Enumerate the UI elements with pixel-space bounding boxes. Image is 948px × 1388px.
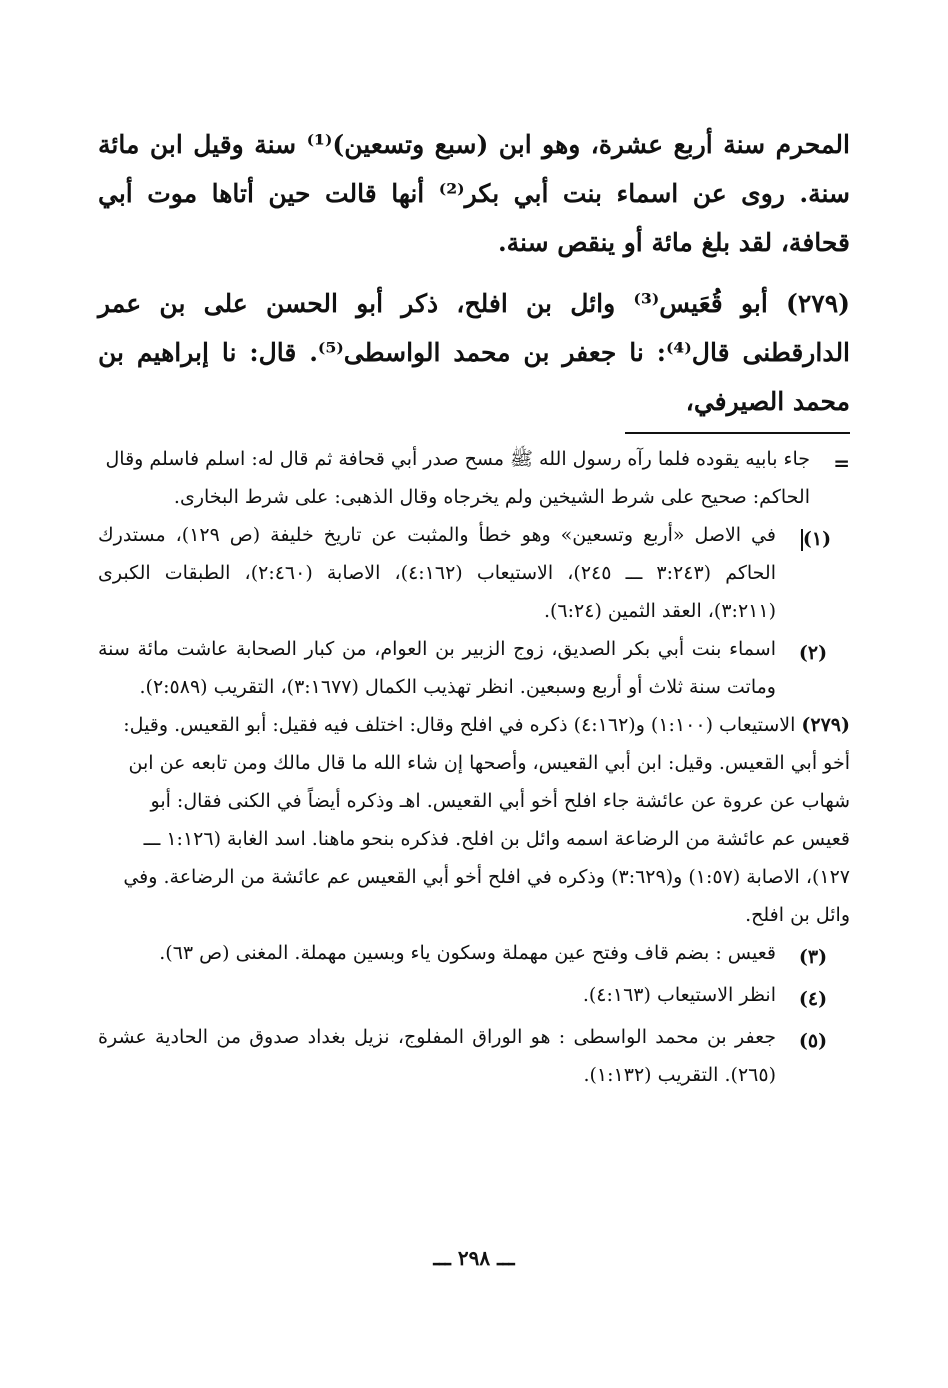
- page-body: [98, 120, 850, 1094]
- footnote-number: (٤): [798, 988, 828, 1010]
- footnote-279: [98, 706, 850, 934]
- footnote-number: (١): [802, 528, 832, 550]
- footnote-text: الاستيعاب (١:١٠٠) و(٤:١٦٢) ذكره في افلح وقال: اختلف فيه فقيل: أبو القعيس. وقيل: أخو أبي القعيس. وقيل: ابن أبي القعيس، وأصحها إن شاء الله ما قال مالك ومن تابعه عن ابن شهاب عن عروة عن عائشة جاء افلح أخو أبي القعيس. اهـ وذكره أيضاً في الكنى فقال: أبو قعيس عم عائشة من الرضاعة اسمه وائل بن افلح. فذكره بنحو ماهنا. اسد الغابة (١:١٢٦ ـــ ١٢٧)، الاصابة (١:٥٧) و(٣:٦٢٩) وذكره في افلح أخو أبي القعيس عم عائشة من الرضاعة. وفي وائل بن افلح.: [123, 714, 850, 926]
- footnote-continuation-text: جاء بابيه يقوده فلما رآه رسول الله ﷺ مسح صدر أبي قحافة ثم قال له: اسلم فاسلم وقال الحاكم: صحيح على شرط الشيخين ولم يخرجاه وقال الذهبى: على شرط البخارى.: [105, 448, 810, 508]
- footnote-text: انظر الاستيعاب (٤:١٦٣).: [582, 984, 776, 1006]
- footnote-5: [98, 1018, 850, 1094]
- separator-line: [625, 432, 850, 434]
- footnote-3: [98, 934, 850, 976]
- footnote-text: اسماء بنت أبي بكر الصديق، زوج الزبير بن العوام، من كبار الصحابة عاشت مائة سنة وماتت سنة ثلاث أو أربع وسبعين. انظر تهذيب الكمال (٣:١٦٧٧)، التقريب (٢:٥٨٩).: [98, 638, 776, 698]
- footnote-2: [98, 630, 850, 706]
- page-number: ـــ ٢٩٨ ـــ: [433, 1246, 515, 1270]
- footnote-separator: [98, 428, 850, 438]
- footnote-4: [98, 976, 850, 1018]
- footnote-number: (٢٧٩): [801, 714, 850, 736]
- main-text: [98, 120, 850, 426]
- footnote-number: (٢): [798, 642, 828, 664]
- main-paragraph-entry-279: (٢٧٩) أبو قُعَيس⁽³⁾ وائل بن افلح، ذكر أبو الحسن على بن عمر الدارقطنى قال⁽⁴⁾: نا جعفر بن محمد الواسطى⁽⁵⁾. قال: نا إبراهيم بن محمد الصيرفي،: [98, 289, 851, 416]
- footnote-continuation: [98, 440, 850, 516]
- footnote-number: (٥): [798, 1030, 828, 1052]
- footnote-text: في الاصل «أربع وتسعين» وهو خطأ والمثبت عن تاريخ خليفة (ص ١٢٩)، مستدرك الحاكم (٣:٢٤٣ ـــ ٢٤٥)، الاستيعاب (٤:١٦٢)، الاصابة (٢:٤٦٠)، الطبقات الكبرى (٣:٢١١)، العقد الثمين (٦:٢٤).: [98, 524, 777, 622]
- footnote-1: [98, 516, 850, 630]
- footnote-text: جعفر بن محمد الواسطى : هو الوراق المفلوج، نزيل بغداد صدوق من الحادية عشرة (٢٦٥). التقريب (١:١٣٢).: [98, 1026, 776, 1086]
- footnotes: [98, 440, 850, 1094]
- continuation-mark: =: [833, 451, 850, 475]
- main-paragraph: المحرم سنة أربع عشرة، وهو ابن (سبع وتسعين)⁽¹⁾ سنة وقيل ابن مائة سنة. روى عن اسماء بنت أبي بكر⁽²⁾ أنها قالت حين أتاها موت أبي قحافة، لقد بلغ مائة أو ينقص سنة.: [98, 130, 850, 257]
- footnote-number: (٣): [798, 946, 828, 968]
- footnote-text: قعيس : بضم قاف وفتح عين مهملة وسكون ياء وبسين مهملة. المغنى (ص ٦٣).: [159, 942, 776, 964]
